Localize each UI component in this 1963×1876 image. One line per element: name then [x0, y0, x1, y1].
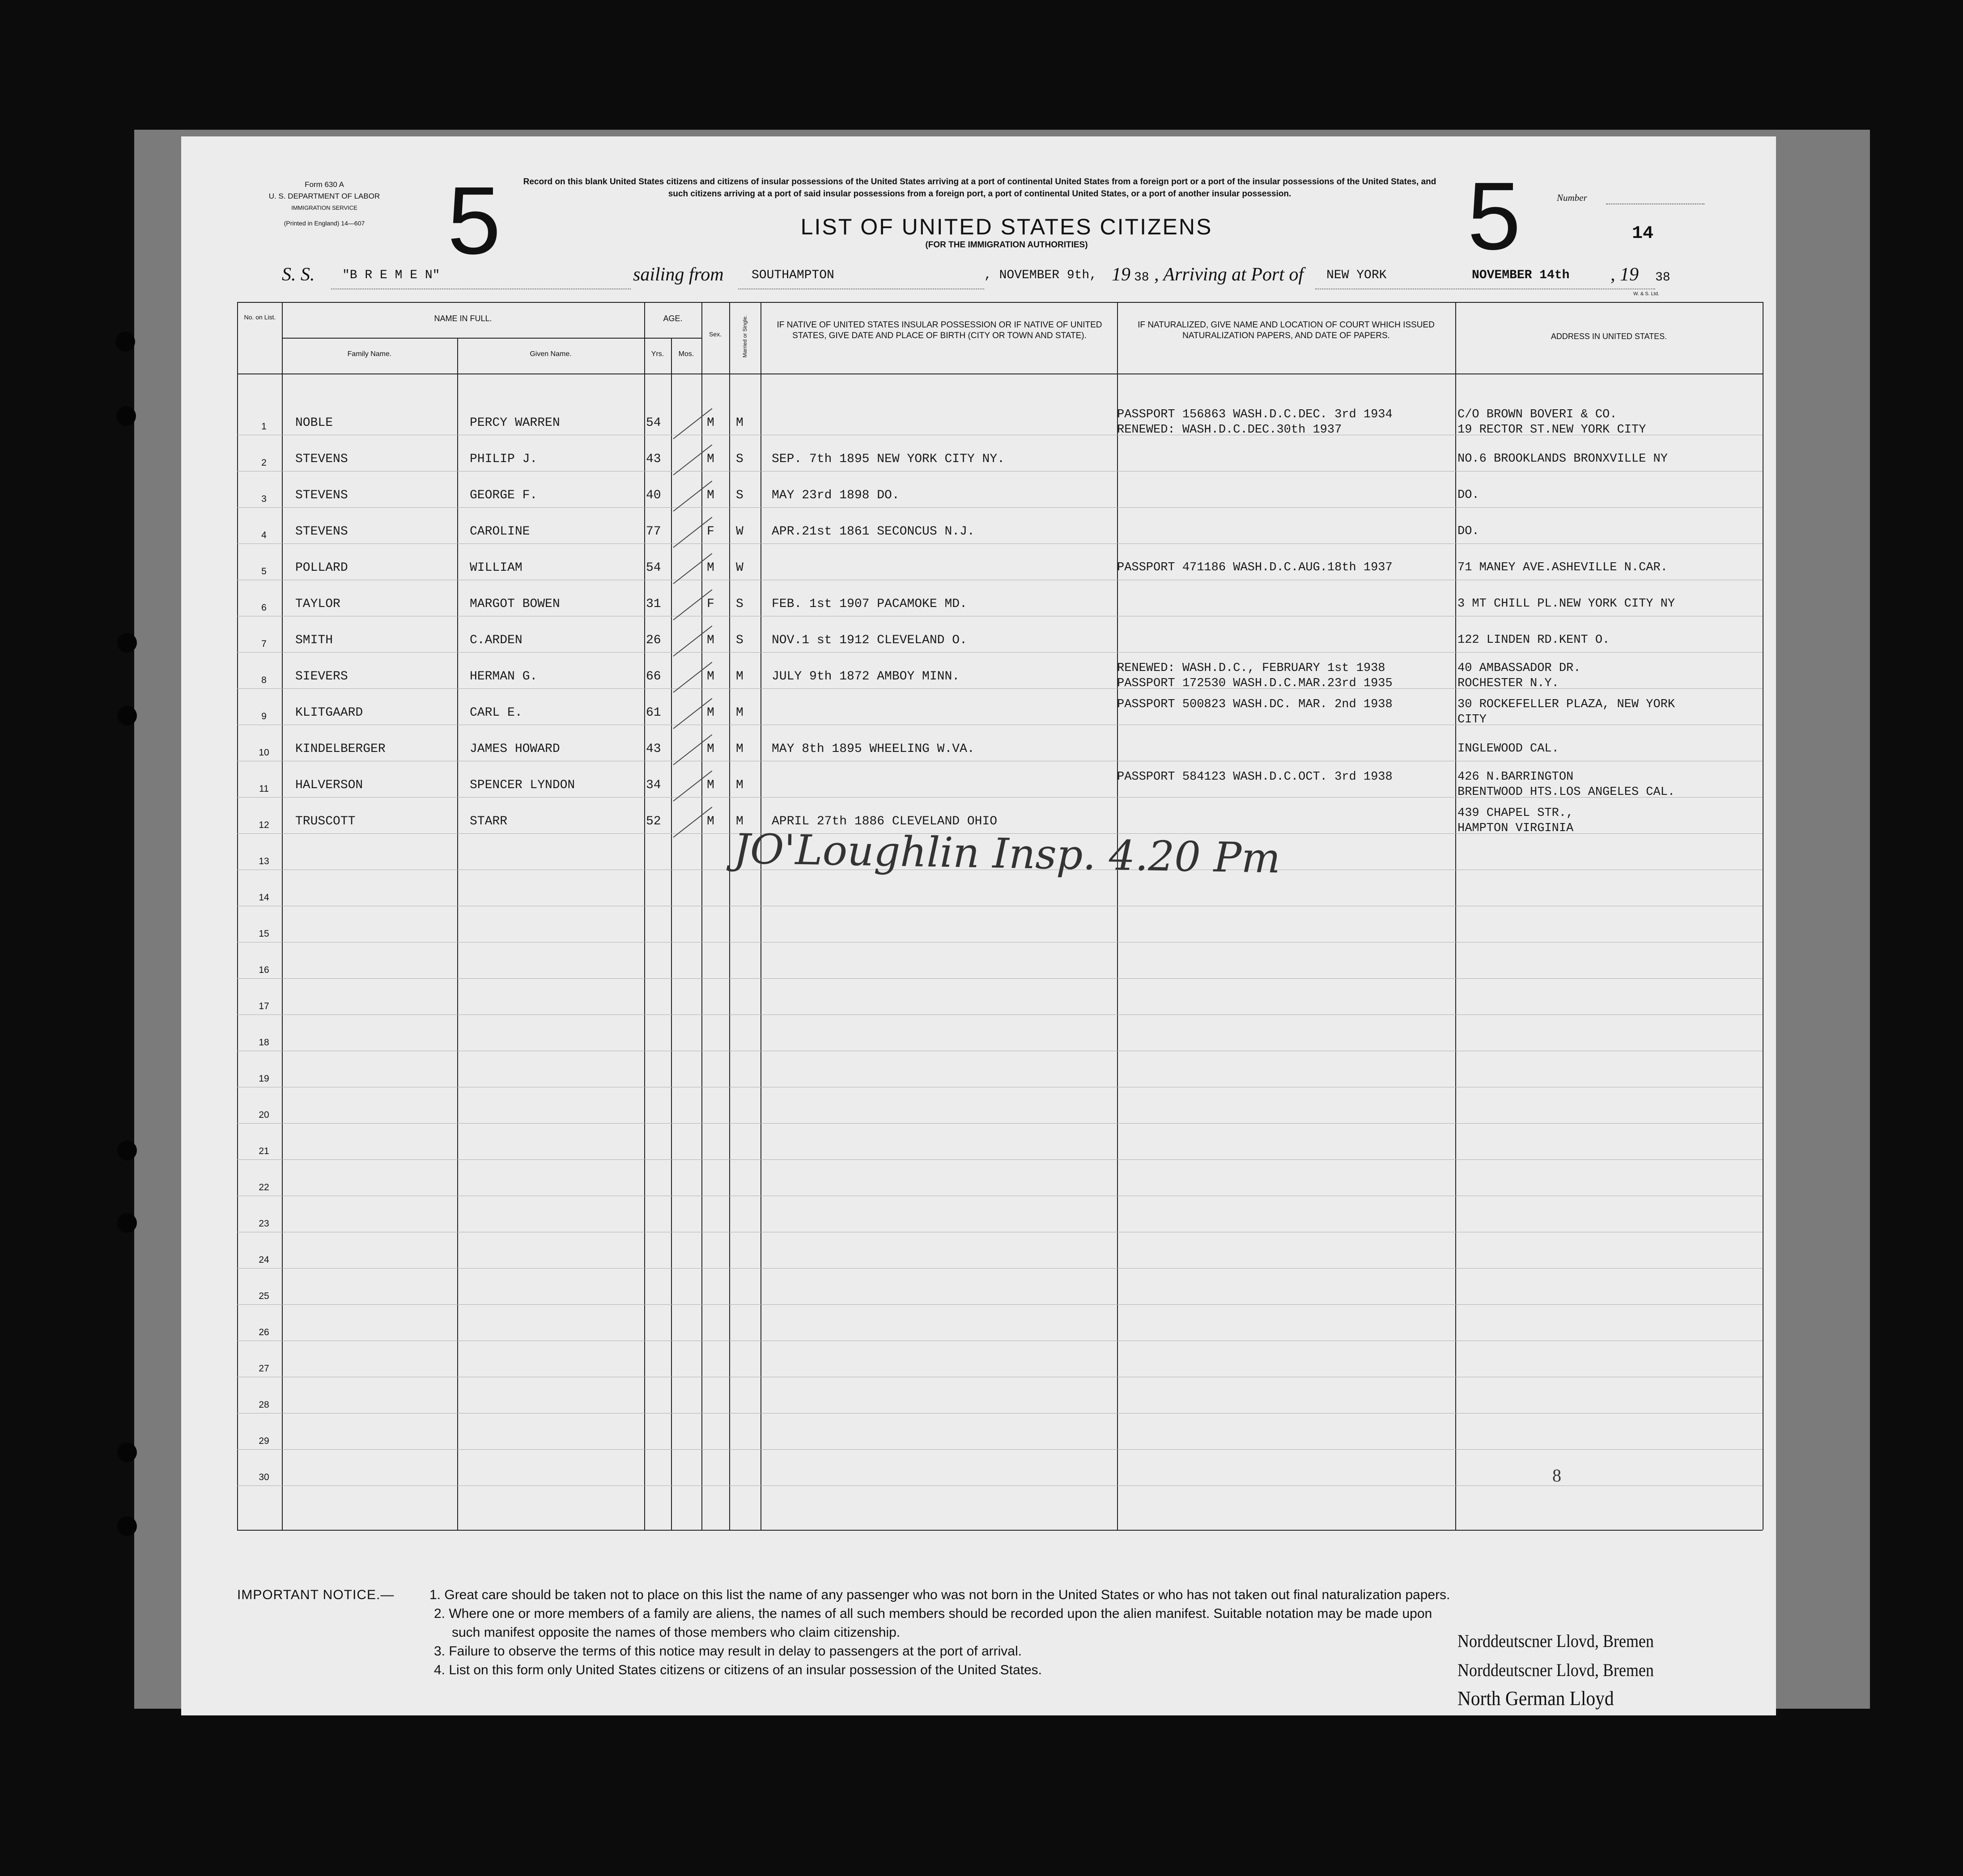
address-line-1: 71 MANEY AVE.ASHEVILLE N.CAR. — [1457, 561, 1668, 574]
address-line-1: 439 CHAPEL STR., — [1457, 806, 1574, 820]
age-years: 40 — [646, 488, 661, 502]
row-number: 16 — [259, 965, 269, 975]
age-years: 26 — [646, 633, 661, 647]
birth-info: MAY 8th 1895 WHEELING W.VA. — [772, 742, 975, 756]
marital-status: S — [736, 597, 744, 611]
row-number: 23 — [259, 1218, 269, 1229]
given-name: STARR — [470, 815, 508, 828]
name-header-divider — [282, 338, 702, 339]
birth-info: JULY 9th 1872 AMBOY MINN. — [772, 670, 960, 683]
header-birth: IF NATIVE OF UNITED STATES INSULAR POSSESSION OR IF NATIVE OF UNITED STATES, GIVE DATE AND PLACE OF BIRTH (CITY OR TOWN AND STATE). — [777, 320, 1102, 340]
col-divider — [729, 302, 730, 1530]
row-number: 29 — [259, 1436, 269, 1446]
header-family: Family Name. — [347, 350, 392, 358]
family-name: NOBLE — [295, 416, 333, 430]
family-name: STEVENS — [295, 525, 348, 539]
family-name: SMITH — [295, 633, 333, 647]
header-no: No. on List. — [244, 314, 276, 321]
address-line-1: 40 AMBASSADOR DR. — [1457, 662, 1581, 675]
family-name: STEVENS — [295, 488, 348, 502]
birth-info: SEP. 7th 1895 NEW YORK CITY NY. — [772, 452, 1005, 466]
age-years: 31 — [646, 597, 661, 611]
notice-item-1: 1. Great care should be taken not to place on this list the name of any passenger who was not born in the United States or who has not taken out final naturalization papers. — [429, 1587, 1450, 1602]
family-name: KLITGAARD — [295, 706, 363, 720]
age-years: 61 — [646, 706, 661, 720]
notice-item-4: 4. List on this form only United States citizens or citizens of an insular possession of the United States. — [434, 1663, 1042, 1677]
row-rule — [237, 1304, 1763, 1305]
row-rule — [237, 652, 1763, 653]
naturalization-line-2: RENEWED: WASH.D.C.DEC.30th 1937 — [1117, 423, 1342, 437]
family-name: TRUSCOTT — [295, 815, 356, 828]
marital-status: M — [736, 670, 744, 683]
arrival-year: 38 — [1655, 271, 1670, 284]
naturalization-line-1: PASSPORT 500823 WASH.DC. MAR. 2nd 1938 — [1117, 698, 1393, 711]
marital-status: M — [736, 416, 744, 430]
marital-status: M — [736, 778, 744, 792]
col-divider — [282, 302, 283, 1530]
table-bottom-border — [237, 1530, 1763, 1531]
row-number: 28 — [259, 1400, 269, 1410]
marital-status: W — [736, 525, 744, 539]
sex: M — [707, 452, 714, 466]
notice-lead: IMPORTANT NOTICE.— — [237, 1587, 395, 1602]
address-line-1: C/O BROWN BOVERI & CO. — [1457, 408, 1617, 421]
row-number: 20 — [259, 1110, 269, 1120]
line-stamp-2: Norddeutscner Llovd, Bremen — [1457, 1660, 1654, 1680]
row-number: 9 — [261, 711, 267, 722]
row-number: 8 — [261, 675, 267, 685]
address-line-2: BRENTWOOD HTS.LOS ANGELES CAL. — [1457, 785, 1675, 799]
ship-name: "B R E M E N" — [342, 268, 440, 282]
marital-status: M — [736, 742, 744, 756]
header-sex: Sex. — [709, 331, 722, 338]
address-line-2: 19 RECTOR ST.NEW YORK CITY — [1457, 423, 1646, 437]
address-line-1: 122 LINDEN RD.KENT O. — [1457, 633, 1610, 647]
row-number: 24 — [259, 1255, 269, 1265]
ss-label: S. S. — [282, 264, 315, 285]
address-line-1: 30 ROCKEFELLER PLAZA, NEW YORK — [1457, 698, 1675, 711]
big-number-left: 5 — [447, 166, 501, 274]
address-line-2: HAMPTON VIRGINIA — [1457, 822, 1574, 835]
row-number: 22 — [259, 1182, 269, 1193]
sex: M — [707, 633, 714, 647]
given-name: CARL E. — [470, 706, 523, 720]
sex: M — [707, 742, 714, 756]
birth-info: APR.21st 1861 SECONCUS N.J. — [772, 525, 975, 539]
printer-mark: W. & S. Ltd. — [1633, 291, 1660, 297]
age-years: 77 — [646, 525, 661, 539]
sex: F — [707, 525, 714, 539]
age-years: 43 — [646, 452, 661, 466]
birth-info: MAY 23rd 1898 DO. — [772, 488, 900, 502]
sex: M — [707, 488, 714, 502]
age-years: 52 — [646, 815, 661, 828]
form-subtitle: (FOR THE IMMIGRATION AUTHORITIES) — [925, 240, 1088, 250]
number-value: 14 — [1632, 224, 1654, 244]
sex: M — [707, 670, 714, 683]
family-name: POLLARD — [295, 561, 348, 575]
inspector-handwriting: JO'Loughlin Insp. 4.20 Pm — [733, 825, 1281, 883]
col-divider — [1117, 302, 1118, 1530]
given-name: PHILIP J. — [470, 452, 538, 466]
sex: M — [707, 416, 714, 430]
arrival-port: NEW YORK — [1326, 268, 1387, 282]
sex: M — [707, 815, 714, 828]
family-name: TAYLOR — [295, 597, 340, 611]
col-divider — [457, 338, 458, 1530]
header-yrs: Yrs. — [651, 350, 664, 358]
sail-year: 38 — [1134, 271, 1149, 284]
marital-status: S — [736, 452, 744, 466]
row-number: 30 — [259, 1472, 269, 1482]
col-divider — [1455, 302, 1456, 1530]
given-name: SPENCER LYNDON — [470, 778, 575, 792]
row-number: 25 — [259, 1291, 269, 1301]
given-name: HERMAN G. — [470, 670, 538, 683]
notice-item-3: 3. Failure to observe the terms of this notice may result in delay to passengers at the port of arrival. — [434, 1644, 1022, 1659]
big-number-right: 5 — [1467, 162, 1521, 270]
given-name: C.ARDEN — [470, 633, 523, 647]
naturalization-line-1: PASSPORT 584123 WASH.D.C.OCT. 3rd 1938 — [1117, 770, 1393, 784]
address-line-2: CITY — [1457, 713, 1487, 726]
department-name: U. S. DEPARTMENT OF LABOR — [268, 192, 380, 200]
row-number: 10 — [259, 747, 269, 758]
notice-item-2-cont: such manifest opposite the names of those members who claim citizenship. — [452, 1625, 901, 1640]
sail-date: , NOVEMBER 9th, — [984, 268, 1097, 282]
given-name: MARGOT BOWEN — [470, 597, 560, 611]
naturalization-line-2: PASSPORT 172530 WASH.D.C.MAR.23rd 1935 — [1117, 677, 1393, 690]
given-name: JAMES HOWARD — [470, 742, 560, 756]
table-top-border — [237, 302, 1763, 303]
row-rule — [237, 507, 1763, 508]
naturalization-line-1: PASSPORT 156863 WASH.D.C.DEC. 3rd 1934 — [1117, 408, 1393, 421]
sex: M — [707, 778, 714, 792]
line-stamp-3: North German Lloyd — [1457, 1687, 1614, 1710]
arrival-year-prefix: , 19 — [1610, 264, 1639, 285]
sail-year-prefix: 19 — [1112, 264, 1130, 285]
row-number: 2 — [261, 458, 267, 468]
naturalization-line-1: RENEWED: WASH.D.C., FEBRUARY 1st 1938 — [1117, 662, 1385, 675]
header-age: AGE. — [663, 314, 683, 323]
row-number: 12 — [259, 820, 269, 830]
row-number: 13 — [259, 856, 269, 866]
arriving-label: , Arriving at Port of — [1154, 264, 1304, 285]
header-mos: Mos. — [678, 350, 694, 358]
age-years: 66 — [646, 670, 661, 683]
row-rule — [237, 978, 1763, 979]
line-stamp-1: Norddeutscner Llovd, Bremen — [1457, 1631, 1654, 1651]
family-name: KINDELBERGER — [295, 742, 386, 756]
address-line-1: 426 N.BARRINGTON — [1457, 770, 1574, 784]
row-rule — [237, 1123, 1763, 1124]
row-number: 4 — [261, 530, 267, 540]
age-years: 54 — [646, 416, 661, 430]
marital-status: S — [736, 488, 744, 502]
header-name: NAME IN FULL. — [434, 314, 492, 323]
address-line-1: DO. — [1457, 525, 1479, 538]
sailing-label: sailing from — [633, 264, 724, 285]
row-number: 5 — [261, 566, 267, 577]
row-rule — [237, 543, 1763, 544]
col-divider — [671, 338, 672, 1530]
col-divider — [644, 302, 645, 1530]
row-rule — [237, 1449, 1763, 1450]
header-address: ADDRESS IN UNITED STATES. — [1551, 332, 1667, 341]
family-name: HALVERSON — [295, 778, 363, 792]
header-naturalized: IF NATURALIZED, GIVE NAME AND LOCATION OF COURT WHICH ISSUED NATURALIZATION PAPERS, AND DATE OF PAPERS. — [1138, 320, 1435, 340]
number-label: Number — [1557, 192, 1587, 203]
given-name: WILLIAM — [470, 561, 523, 575]
form-number: Form 630 A — [305, 180, 344, 189]
age-years: 34 — [646, 778, 661, 792]
address-line-2: ROCHESTER N.Y. — [1457, 677, 1559, 690]
form-title: LIST OF UNITED STATES CITIZENS — [800, 214, 1213, 239]
form-identifier — [251, 179, 398, 229]
arrival-date: NOVEMBER 14th — [1472, 268, 1570, 282]
row-number: 18 — [259, 1037, 269, 1048]
row-number: 11 — [259, 784, 269, 794]
row-number: 17 — [259, 1001, 269, 1011]
address-line-1: NO.6 BROOKLANDS BRONXVILLE NY — [1457, 452, 1668, 466]
col-left-border — [237, 302, 238, 1530]
given-name: GEORGE F. — [470, 488, 538, 502]
row-number: 19 — [259, 1074, 269, 1084]
age-years: 43 — [646, 742, 661, 756]
marital-status: M — [736, 815, 744, 828]
given-name: CAROLINE — [470, 525, 530, 539]
header-married: Married or Single. — [742, 315, 748, 358]
service-name: IMMIGRATION SERVICE — [291, 204, 357, 211]
row-number: 14 — [259, 892, 269, 903]
header-given: Given Name. — [530, 350, 572, 358]
printer-note: (Printed in England) 14—607 — [284, 220, 365, 227]
sex: M — [707, 706, 714, 720]
row-number: 26 — [259, 1327, 269, 1337]
row-number: 6 — [261, 603, 267, 613]
given-name: PERCY WARREN — [470, 416, 560, 430]
birth-info: FEB. 1st 1907 PACAMOKE MD. — [772, 597, 967, 611]
margin-mark: 8 — [1552, 1465, 1561, 1486]
row-rule — [237, 1268, 1763, 1269]
row-number: 15 — [259, 929, 269, 939]
intro-text: Record on this blank United States citizens and citizens of insular possessions of the United States arriving at a port of continental United States from a foreign port or a port of the insular possessions of the United States, and such citizens arriving at a port of said insular possessions from a foreign port, a port of continental United States, or a port of another insular possession. — [523, 177, 1436, 199]
notice-item-2: 2. Where one or more members of a family are aliens, the names of all such members should be recorded upon the alien manifest. Suitable notation may be made upon — [434, 1606, 1432, 1621]
address-line-1: DO. — [1457, 488, 1479, 502]
family-name: SIEVERS — [295, 670, 348, 683]
sex: M — [707, 561, 714, 575]
birth-info: NOV.1 st 1912 CLEVELAND O. — [772, 633, 967, 647]
marital-status: W — [736, 561, 744, 575]
row-number: 27 — [259, 1363, 269, 1374]
address-line-1: INGLEWOOD CAL. — [1457, 742, 1559, 755]
sex: F — [707, 597, 714, 611]
address-line-1: 3 MT CHILL PL.NEW YORK CITY NY — [1457, 597, 1675, 611]
row-number: 21 — [259, 1146, 269, 1156]
row-number: 3 — [261, 494, 267, 504]
col-divider — [701, 302, 702, 1530]
naturalization-line-1: PASSPORT 471186 WASH.D.C.AUG.18th 1937 — [1117, 561, 1393, 574]
row-rule — [237, 1014, 1763, 1015]
marital-status: M — [736, 706, 744, 720]
marital-status: S — [736, 633, 744, 647]
row-number: 1 — [261, 421, 267, 432]
family-name: STEVENS — [295, 452, 348, 466]
from-port: SOUTHAMPTON — [752, 268, 834, 282]
row-number: 7 — [261, 639, 267, 649]
age-years: 54 — [646, 561, 661, 575]
birth-info: APRIL 27th 1886 CLEVELAND OHIO — [772, 815, 998, 828]
row-rule — [237, 1159, 1763, 1160]
